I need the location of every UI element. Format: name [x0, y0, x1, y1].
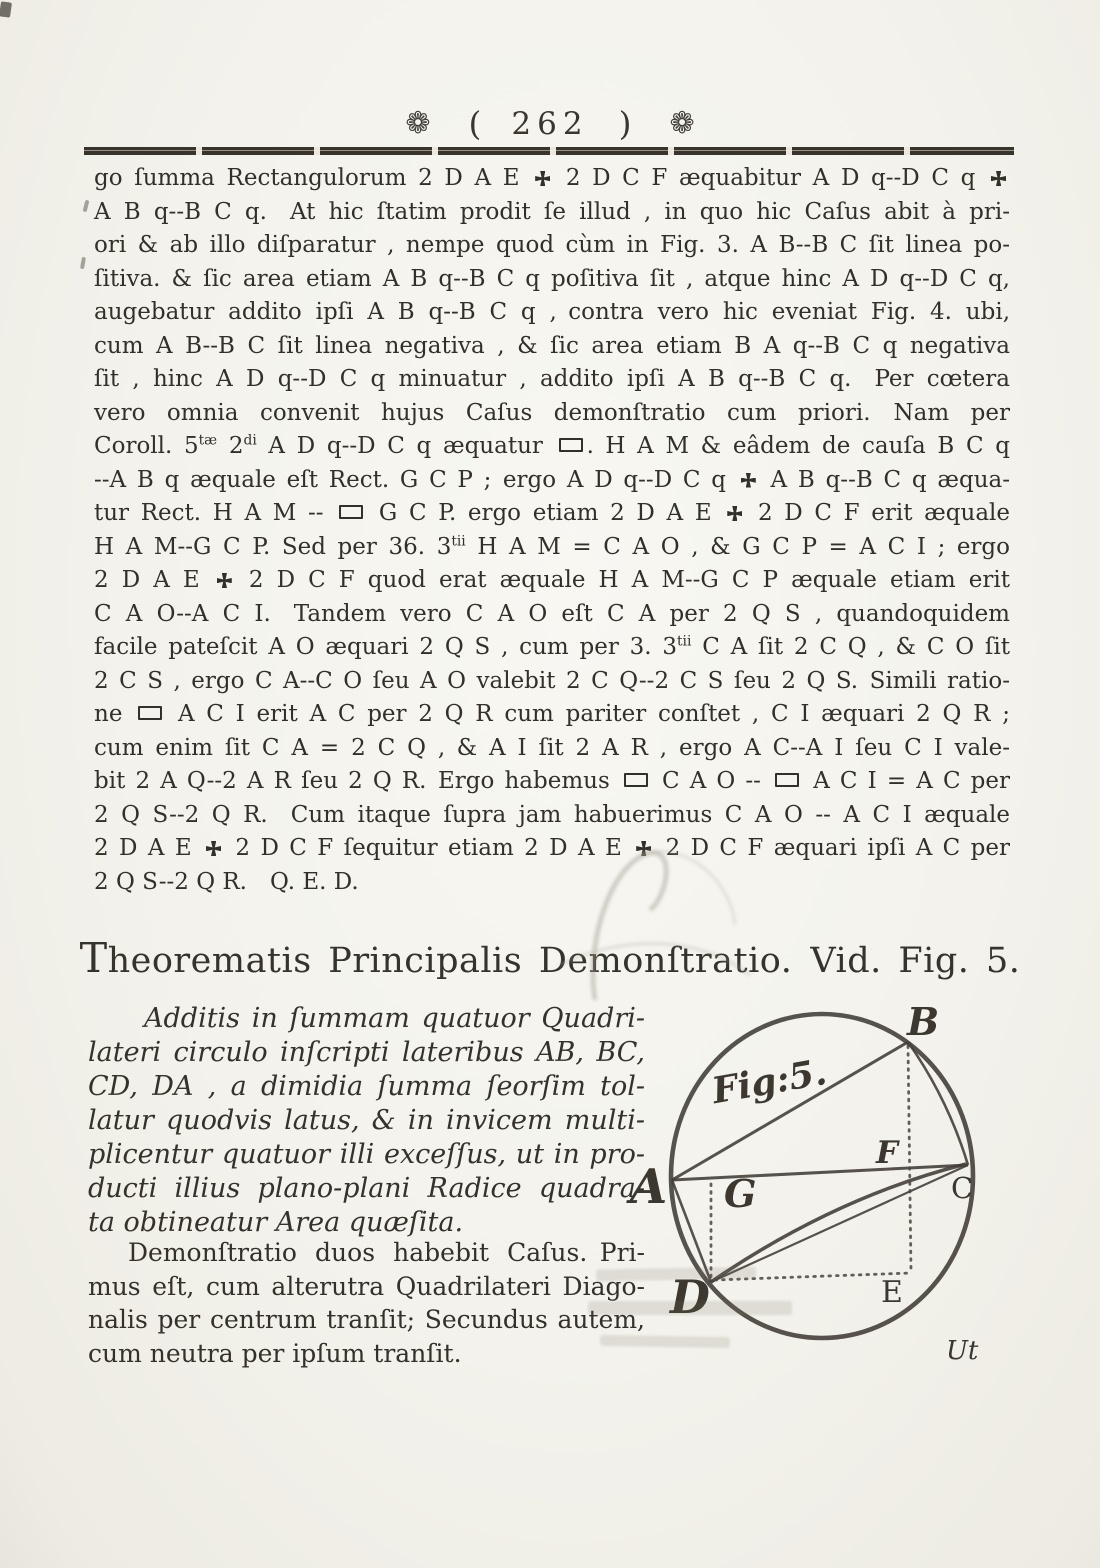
text-line: ſit , hinc A D q--D C q minuatur , addito ipſi A B q--B C q. Per cœtera	[94, 366, 1010, 392]
rectangle-symbol	[624, 773, 648, 787]
page-header	[0, 104, 1100, 143]
text-line: cum neutra per ipſum tranſit.	[88, 1338, 462, 1368]
text-line: 2 C S , ergo C A--C O ſeu A O valebit 2 C Q--2 C S ſeu 2 Q S. Simili ratio-	[94, 667, 1010, 694]
text-line: CD, DA , a dimidia ſumma ſeorſim tol-	[88, 1071, 645, 1102]
text-line: 2 D A E 2 D C F quod erat æquale H A M--G C P æquale etiam erit	[94, 567, 1011, 593]
text-line: --A B q æquale eſt Rect. G C P ; ergo A D q--D C q A B q--B C q æqua-	[94, 466, 1010, 493]
text-line: ne A C I erit A C per 2 Q R cum pariter conſtet , C I æquari 2 Q R ;	[94, 701, 1010, 727]
text-line: cum enim ſit C A = 2 C Q , & A I ſit 2 A R , ergo A C--A I ſeu C I vale-	[94, 734, 1010, 761]
text-line: Demonſtratio duos habebit Caſus. Pri-	[128, 1238, 645, 1267]
rectangle-symbol	[775, 773, 799, 787]
showthrough-smudge	[588, 1301, 792, 1315]
cross-symbol	[217, 573, 232, 588]
cross-symbol	[741, 473, 756, 488]
catchword: Ut	[946, 1336, 979, 1366]
text-line: H A M--G C P. Sed per 36. $3^{tii}$ H A M = C A O , & G C P = A C I ; ergo	[94, 532, 1011, 560]
point-label-c: C	[951, 1171, 974, 1205]
text-line: plicentur quatuor illi exceſſus, ut in pro-	[88, 1139, 645, 1170]
text-line: ducti illius plano-plani Radice quadra-	[88, 1173, 645, 1204]
page-number: 262	[511, 105, 589, 142]
point-label-d: D	[670, 1270, 710, 1324]
text-line: ori & ab illo diſparatur , nempe quod cùm in Fig. 3. A B--B C ſit linea po-	[94, 232, 1010, 258]
text-line: Additis in ſummam quatuor Quadri-	[144, 1003, 645, 1034]
open-paren: (	[468, 104, 482, 143]
demonstratio-paragraph	[88, 1236, 645, 1370]
text-line: vero omnia convenit hujus Caſus demonſtratio cum priori. Nam per	[94, 399, 1010, 426]
fleuron-ornament-left: ❁	[405, 106, 431, 141]
rectangle-symbol	[138, 706, 162, 720]
text-line: ta obtineatur Area quæſita.	[88, 1207, 464, 1238]
text-line: 2 Q S--2 Q R. Cum itaque ſupra jam habuerimus C A O -- A C I æquale	[94, 801, 1010, 828]
text-line: C A O--A C I. Tandem vero C A O eſt C A per 2 Q S , quandoquidem	[94, 600, 1010, 627]
text-line: A B q--B C q. At hic ſtatim prodit ſe illud , in quo hic Caſus abit à pri-	[94, 198, 1010, 225]
text-line: cum A B--B C ſit linea negativa , & ſic area etiam B A q--B C q negativa	[94, 332, 1010, 359]
stray-ink-mark	[83, 200, 90, 213]
rectangle-symbol	[339, 505, 363, 519]
point-label-a: A	[630, 1159, 668, 1215]
text-line: facile pateſcit A O æquari 2 Q S , cum per 3. $3^{tii}$ C A ſit 2 C Q , & C O ſit	[94, 633, 1010, 660]
rectangle-symbol	[559, 438, 583, 452]
text-line: mus eſt, cum alterutra Quadrilateri Diago-	[88, 1271, 645, 1301]
text-line: 2 Q S--2 Q R. Q. E. D.	[94, 868, 359, 895]
theorem-statement	[88, 1002, 645, 1240]
figure-caption: Fig:5.	[708, 1050, 830, 1113]
main-paragraph	[94, 162, 1010, 899]
showthrough-smudge	[600, 1335, 730, 1348]
text-line: ſitiva. & ſic area etiam A B q--B C q poſitiva ſit , atque hinc A D q--D C q,	[94, 265, 1010, 292]
text-line: Coroll. $5^{tæ}$ $2^{di}$ A D q--D C q æquatur . H A M & eâdem de cauſa B C q	[94, 432, 1010, 459]
scan-speck	[0, 1, 12, 17]
cross-symbol	[727, 506, 742, 521]
header-rule	[84, 147, 1014, 155]
text-line: lateri circulo inſcripti lateribus AB, BC,	[88, 1037, 645, 1068]
fleuron-ornament-right: ❁	[669, 106, 695, 141]
text-line: go ſumma Rectangulorum 2 D A E 2 D C F æquabitur A D q--D C q	[94, 162, 1010, 196]
ink-showthrough-flourish	[500, 815, 820, 1025]
perpendicular-be-dotted	[908, 1046, 911, 1270]
text-line: latur quodvis latus, & in invicem multi-	[88, 1105, 645, 1136]
cross-symbol	[535, 171, 550, 186]
point-label-b: B	[907, 999, 940, 1044]
cross-symbol	[206, 841, 221, 856]
text-line: 2 D A E 2 D C F ſequitur etiam 2 D A E 2 D C F æquari ipſi A C per	[94, 835, 1010, 861]
point-label-g: G	[724, 1171, 757, 1216]
fig5-diagram	[630, 985, 1090, 1385]
stray-ink-mark	[80, 257, 86, 270]
text-line: bit 2 A Q--2 A R ſeu 2 Q R. Ergo habemus C A O -- A C I = A C per	[94, 768, 1011, 794]
point-label-f: F	[876, 1135, 899, 1171]
close-paren: )	[618, 104, 632, 143]
text-line: nalis per centrum tranſit; Secundus autem,	[88, 1305, 645, 1334]
point-label-e: E	[881, 1275, 903, 1310]
section-heading: Theorematis Principalis Demonſtratio. Vid. Fig. 5.	[79, 934, 1021, 982]
cross-symbol	[991, 171, 1006, 186]
text-line: augebatur addito ipſi A B q--B C q , contra vero hic eveniat Fig. 4. ubi,	[94, 299, 1010, 325]
text-line: tur Rect. H A M -- G C P. ergo etiam 2 D A E 2 D C F erit æquale	[94, 500, 1010, 526]
